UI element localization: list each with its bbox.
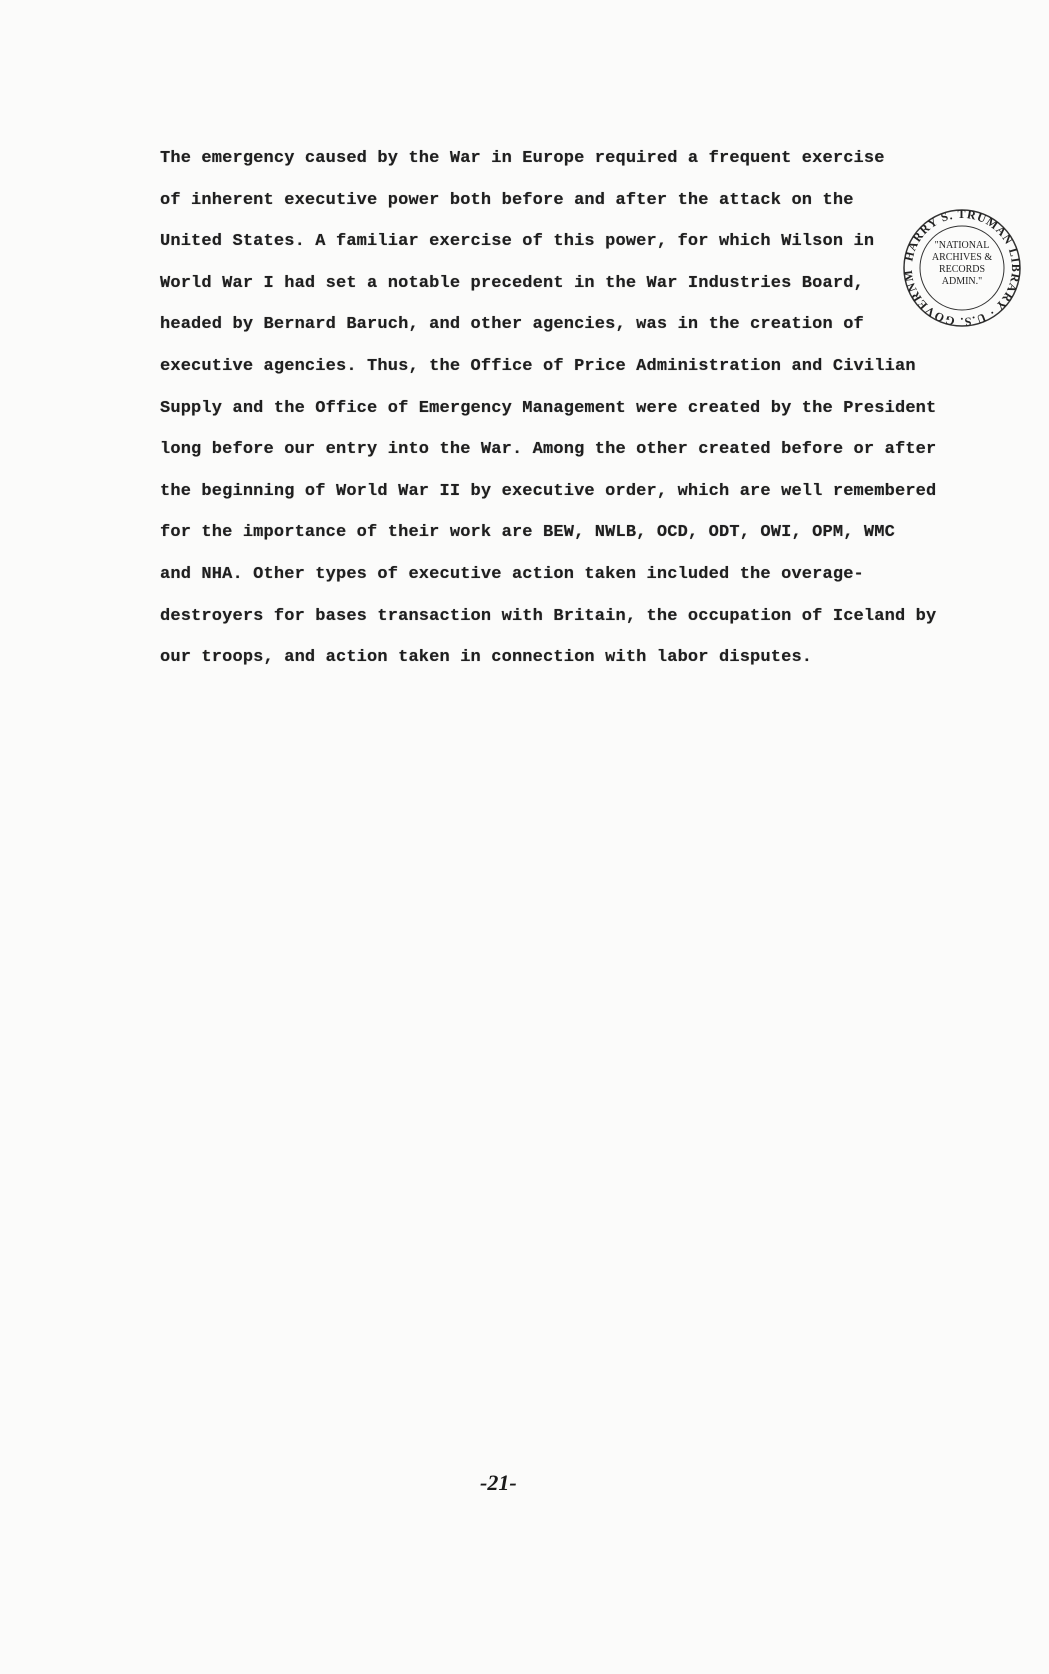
text-line: World War I had set a notable precedent in the War Industries Board, bbox=[160, 273, 864, 293]
text-line: United States. A familiar exercise of this power, for which Wilson in bbox=[160, 232, 875, 252]
page-number: -21- bbox=[480, 1470, 517, 1495]
archive-stamp bbox=[900, 206, 1024, 330]
text-line: for the importance of their work are BEW, NWLB, OCD, ODT, OWI, OPM, WMC bbox=[160, 523, 895, 543]
stamp-line: "NATIONAL bbox=[934, 240, 990, 251]
text-line: Supply and the Office of Emergency Management were created by the President bbox=[160, 398, 937, 418]
stamp-line: ARCHIVES & bbox=[931, 252, 993, 263]
text-line: The emergency caused by the War in Europe required a frequent exercise bbox=[160, 149, 885, 168]
text-line: destroyers for bases transaction with Britain, the occupation of Iceland by bbox=[160, 606, 937, 626]
stamp-line: RECORDS bbox=[938, 264, 986, 275]
text-line: headed by Bernard Baruch, and other agencies, was in the creation of bbox=[160, 315, 864, 335]
text-line: long before our entry into the War. Among the other created before or after bbox=[160, 440, 937, 460]
text-line: executive agencies. Thus, the Office of Price Administration and Civilian bbox=[160, 356, 916, 376]
stamp-inner-text bbox=[922, 240, 1002, 288]
text-line: and NHA. Other types of executive action taken included the overage- bbox=[160, 564, 864, 584]
body-text bbox=[160, 138, 940, 679]
text-line: of inherent executive power both before and after the attack on the bbox=[160, 190, 854, 210]
stamp-line: ADMIN." bbox=[941, 276, 983, 287]
text-line: the beginning of World War II by executive order, which are well remembered bbox=[160, 481, 937, 501]
text-line: our troops, and action taken in connection with labor disputes. bbox=[160, 648, 813, 668]
stamp-ring-text: HARRY S. TRUMAN LIBRARY · U.S. GOVERNM bbox=[900, 206, 1024, 330]
